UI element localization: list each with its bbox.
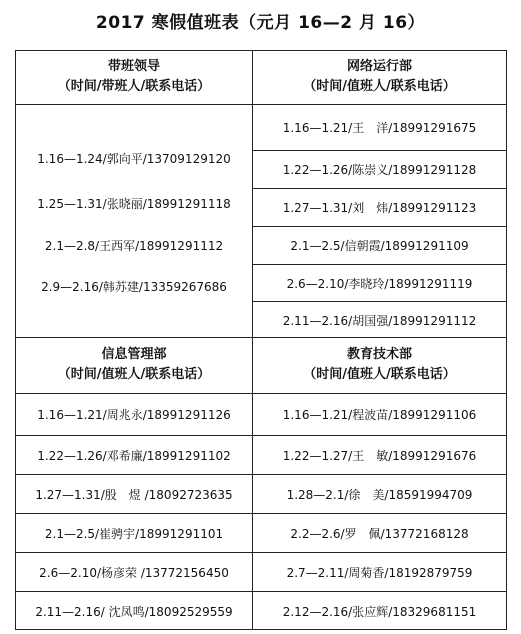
- info-row: 2.6—2.10/杨彦荣 /13772156450: [39, 565, 229, 580]
- education-row: 1.22—1.27/王 敏/18991291676: [282, 448, 477, 463]
- education-subheading: （时间/值班人/联系电话）: [303, 367, 456, 382]
- network-row: 2.6—2.10/李晓玲/18991291119: [286, 276, 473, 291]
- info-row: 1.27—1.31/殷 煜 /18092723635: [35, 487, 233, 502]
- leadership-row: 1.16—1.24/郭向平/13709129120: [37, 151, 231, 166]
- info-subheading: （时间/值班人/联系电话）: [57, 367, 211, 382]
- network-row: 2.11—2.16/胡国强/18991291112: [282, 313, 477, 328]
- network-heading: 网络运行部: [346, 59, 412, 74]
- network-row: 1.27—1.31/刘 炜/18991291123: [282, 201, 477, 215]
- education-heading: 教育技术部: [346, 347, 412, 362]
- page-title: 2017 寒假值班表（元月 16—2 月 16）: [95, 13, 426, 33]
- network-header: [252, 50, 507, 104]
- info-header: [15, 337, 253, 393]
- education-header: [252, 337, 507, 393]
- leadership-header: [15, 50, 253, 104]
- leadership-subheading: （时间/带班人/联系电话）: [57, 79, 211, 94]
- education-row: 2.2—2.6/罗 佩/13772168128: [290, 526, 469, 541]
- network-row: 1.22—1.26/陈崇义/18991291128: [282, 163, 477, 177]
- duty-schedule-table: [15, 50, 507, 630]
- info-row: 1.22—1.26/邓希廉/18991291102: [37, 448, 231, 463]
- leadership-row: 1.25—1.31/张晓丽/18991291118: [37, 196, 231, 211]
- leadership-heading: 带班领导: [107, 59, 160, 74]
- info-heading: 信息管理部: [101, 347, 167, 362]
- info-row: 2.11—2.16/ 沈凤鸣/18092529559: [35, 604, 233, 619]
- education-row: 2.7—2.11/周菊香/18192879759: [286, 565, 473, 580]
- info-row: 1.16—1.21/周兆永/18991291126: [37, 408, 231, 422]
- info-row: 2.1—2.5/崔骋宇/18991291101: [44, 526, 224, 541]
- leadership-row: 2.9—2.16/韩苏建/13359267686: [41, 279, 227, 294]
- leadership-row: 2.1—2.8/王西军/18991291112: [44, 238, 224, 253]
- education-row: 1.16—1.21/程波苗/18991291106: [282, 408, 477, 422]
- network-row: 1.16—1.21/王 洋/18991291675: [282, 121, 477, 135]
- network-row: 2.1—2.5/信朝霞/18991291109: [290, 239, 469, 253]
- education-row: 2.12—2.16/张应辉/18329681151: [282, 604, 477, 619]
- network-subheading: （时间/值班人/联系电话）: [303, 79, 456, 94]
- divider: [15, 104, 253, 105]
- education-row: 1.28—2.1/徐 美/18591994709: [286, 487, 473, 502]
